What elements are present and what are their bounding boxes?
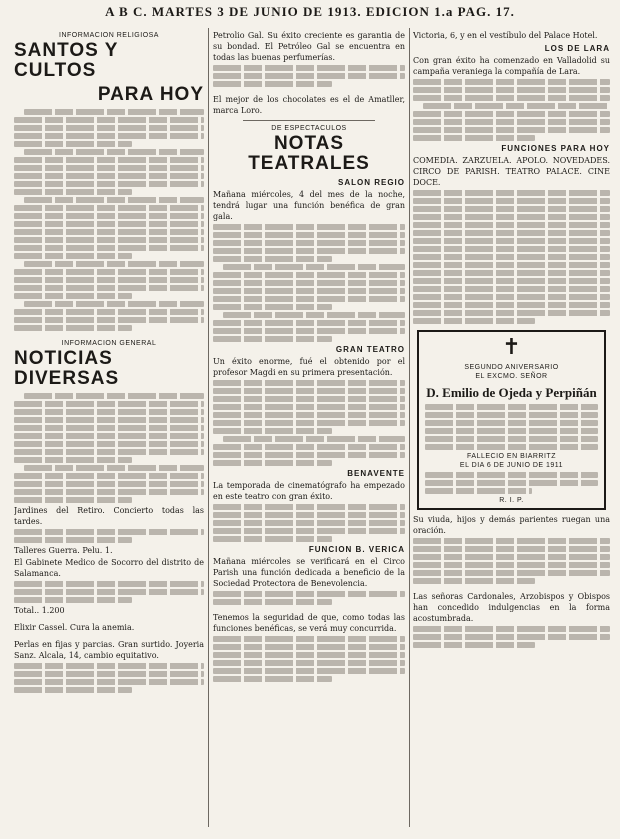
paragraph: COMEDIA. ZARZUELA. APOLO. NOVEDADES. CIRCO DE PARISH. TEATRO PALACE. CINE DOCE. <box>413 156 610 187</box>
text-line <box>413 87 610 93</box>
obituary-name: D. Emilio de Ojeda y Perpiñán <box>426 385 597 400</box>
text-line <box>213 452 405 458</box>
text-line <box>14 181 204 187</box>
column-middle <box>213 30 405 829</box>
paragraph: Petrolio Gal. Su éxito creciente es garantia de su bondad. El Petróleo Gal se encuentra en todas las buenas perfumerías. <box>213 31 405 62</box>
text-line <box>213 660 405 666</box>
text-line <box>14 449 204 455</box>
text-line <box>14 205 204 211</box>
column-rule <box>409 28 410 827</box>
text-line <box>14 409 204 415</box>
text-line <box>425 480 598 486</box>
text-line <box>14 229 204 235</box>
paragraph: El mejor de los chocolates es el de Amatller, marca Loro. <box>213 95 405 115</box>
text-line <box>14 529 204 535</box>
text-line <box>413 286 610 292</box>
text-line <box>14 165 204 171</box>
text-line <box>14 253 132 259</box>
text-line <box>213 336 332 342</box>
text-line <box>213 591 405 597</box>
text-line <box>14 125 204 131</box>
text-line <box>213 536 332 542</box>
section-headline: NOTAS TEATRALES <box>248 133 370 174</box>
text-line <box>413 127 610 133</box>
text-line <box>413 135 535 141</box>
column-rule <box>208 28 209 827</box>
text-line <box>14 679 204 685</box>
text-line <box>14 237 204 243</box>
text-line <box>14 325 132 331</box>
text-line <box>413 246 610 252</box>
text-line <box>14 133 204 139</box>
text-line <box>14 157 204 163</box>
column-left <box>14 30 204 829</box>
text-line <box>223 312 405 318</box>
text-line <box>413 214 610 220</box>
obituary-line: SEGUNDO ANIVERSARIO <box>464 364 559 371</box>
text-line <box>213 599 332 605</box>
text-line <box>413 206 610 212</box>
text-line <box>213 528 405 534</box>
subhead-funcion: FUNCION B. VERICA <box>308 545 405 554</box>
text-line <box>14 425 204 431</box>
text-line <box>413 562 610 568</box>
text-line <box>213 272 405 278</box>
text-line <box>425 444 598 450</box>
text-line <box>413 302 610 308</box>
text-line <box>14 309 204 315</box>
text-line <box>413 634 610 640</box>
paragraph: Tenemos la seguridad de que, como todas las funciones benéficas, se verá muy concurrida. <box>213 613 405 633</box>
page-header: A B C. MARTES 3 DE JUNIO DE 1913. EDICION 1.a PAG. 17. <box>105 4 515 19</box>
text-line <box>413 626 610 632</box>
text-line <box>14 497 132 503</box>
text-line <box>14 173 204 179</box>
text-line <box>14 663 204 669</box>
text-line <box>413 222 610 228</box>
text-line <box>213 328 405 334</box>
text-line <box>14 489 204 495</box>
text-line <box>14 293 132 299</box>
obituary-line: EL EXCMO. SEÑOR <box>475 373 548 380</box>
text-line <box>14 401 204 407</box>
text-line <box>413 198 610 204</box>
text-line <box>213 444 405 450</box>
text-line <box>213 404 405 410</box>
text-line <box>14 671 204 677</box>
text-line <box>213 520 405 526</box>
text-line <box>413 570 610 576</box>
text-line <box>413 270 610 276</box>
obituary-line: R. I. P. <box>499 497 524 504</box>
text-line <box>213 296 405 302</box>
text-line <box>213 280 405 286</box>
paragraph: Las señoras Cardonales, Arzobispos y Obispos han concedido indulgencias en la forma acostumbrada. <box>413 592 610 623</box>
paragraph: Con gran éxito ha comenzado en Valladolid su campaña veraniega la compañía de Lara. <box>413 56 610 76</box>
text-line <box>14 317 204 323</box>
text-line <box>213 256 332 262</box>
text-line <box>14 141 132 147</box>
text-line <box>213 644 405 650</box>
paragraph: El Gabinete Medico de Socorro del distrito de Salamanca. <box>14 558 204 578</box>
text-line <box>14 687 132 693</box>
text-line <box>413 554 610 560</box>
text-line <box>213 65 405 71</box>
text-line <box>14 189 132 195</box>
text-line <box>213 668 405 674</box>
text-line <box>213 504 405 510</box>
text-line <box>413 310 610 316</box>
text-line <box>213 288 405 294</box>
text-line <box>425 412 598 418</box>
text-line <box>213 248 405 254</box>
text-line <box>213 420 405 426</box>
text-line <box>413 642 535 648</box>
column-right <box>413 30 610 829</box>
text-line <box>223 436 405 442</box>
text-line <box>425 404 598 410</box>
obituary-box <box>417 330 606 510</box>
text-line <box>413 538 610 544</box>
section-headline: SANTOS Y CULTOS <box>14 40 119 81</box>
text-line <box>14 117 204 123</box>
subhead-benavente: BENAVENTE <box>347 469 405 478</box>
paragraph: Talleres Guerra. Pelu. 1. <box>14 546 113 555</box>
text-line <box>24 197 204 203</box>
paragraph: Su viuda, hijos y demás parientes ruegan una oración. <box>413 515 610 535</box>
text-line <box>14 537 132 543</box>
section-headline-line2: PARA HOY <box>97 84 204 105</box>
text-line <box>14 597 132 603</box>
text-line <box>413 119 610 125</box>
text-line <box>413 318 535 324</box>
text-line <box>413 95 610 101</box>
text-line <box>413 294 610 300</box>
text-line <box>425 420 598 426</box>
text-line <box>24 109 204 115</box>
text-line <box>413 79 610 85</box>
text-line <box>213 320 405 326</box>
text-line <box>14 285 204 291</box>
text-line <box>14 589 204 595</box>
text-line <box>213 73 405 79</box>
section-kicker: INFORMACION GENERAL <box>61 340 157 347</box>
paragraph: La temporada de cinematógrafo ha empezado en este teatro con gran éxito. <box>213 481 405 501</box>
text-line <box>213 428 332 434</box>
text-line <box>213 636 405 642</box>
text-line <box>24 465 204 471</box>
section-kicker: DE ESPECTACULOS <box>271 125 347 132</box>
subhead-lara: LOS DE LARA <box>544 44 610 53</box>
text-line <box>425 472 598 478</box>
text-line <box>213 512 405 518</box>
text-line <box>413 230 610 236</box>
text-line <box>24 301 204 307</box>
subhead-salon-regio: SALON REGIO <box>337 178 405 187</box>
text-line <box>425 428 598 434</box>
paragraph: Perlas en fijas y parcias. Gran surtido. Joyeria Sanz. Alcala, 14, cambio equitativo. <box>14 640 204 660</box>
text-line <box>213 81 332 87</box>
text-line <box>14 269 204 275</box>
paragraph: Mañana miércoles, 4 del mes de la noche, tendrá lugar una función benéfica de gran gala. <box>213 190 405 221</box>
text-line <box>413 254 610 260</box>
paragraph: Un éxito enorme, fué el obtenido por el profesor Magdi en su primera presentación. <box>213 357 405 377</box>
text-line <box>423 103 610 109</box>
text-line <box>14 417 204 423</box>
text-line <box>413 278 610 284</box>
text-line <box>14 245 204 251</box>
paragraph: Total.. 1.200 <box>14 606 65 615</box>
obituary-line: EL DIA 6 DE JUNIO DE 1911 <box>459 462 564 469</box>
text-line <box>24 393 204 399</box>
text-line <box>213 304 332 310</box>
text-line <box>213 396 405 402</box>
section-headline: NOTICIAS DIVERSAS <box>14 348 120 389</box>
text-line <box>425 488 532 494</box>
text-line <box>14 221 204 227</box>
paragraph: Jardines del Retiro. Concierto todas las tardes. <box>14 506 204 526</box>
text-line <box>425 436 598 442</box>
text-line <box>223 264 405 270</box>
text-line <box>14 581 204 587</box>
text-line <box>213 652 405 658</box>
text-line <box>213 412 405 418</box>
obituary-line: FALLECIO EN BIARRITZ <box>467 453 556 460</box>
text-line <box>413 238 610 244</box>
text-line <box>213 224 405 230</box>
text-line <box>213 676 332 682</box>
divider <box>243 120 375 121</box>
text-line <box>213 232 405 238</box>
text-line <box>14 213 204 219</box>
cross-icon: ✝ <box>502 335 521 360</box>
subhead-gran-teatro: GRAN TEATRO <box>335 345 405 354</box>
section-kicker: INFORMACION RELIGIOSA <box>59 32 159 39</box>
text-line <box>14 433 204 439</box>
text-line <box>213 460 332 466</box>
paragraph: Mañana miércoles se verificará en el Circo Parish una función dedicada a beneficio de la Sociedad Protectora de Benevolencia. <box>213 557 405 588</box>
text-line <box>213 380 405 386</box>
text-line <box>24 149 204 155</box>
text-line <box>24 261 204 267</box>
text-line <box>14 277 204 283</box>
text-line <box>213 240 405 246</box>
text-line <box>213 388 405 394</box>
text-line <box>413 262 610 268</box>
text-line <box>413 190 610 196</box>
text-line <box>14 481 204 487</box>
text-line <box>413 546 610 552</box>
text-line <box>14 473 204 479</box>
text-line <box>14 441 204 447</box>
subhead-funciones: FUNCIONES PARA HOY <box>501 144 610 153</box>
paragraph: Victoria, 6, y en el vestíbulo del Palace Hotel. <box>413 31 598 40</box>
text-line <box>14 457 132 463</box>
paragraph: Elixir Cassel. Cura la anemia. <box>14 623 135 632</box>
text-line <box>413 111 610 117</box>
text-line <box>413 578 535 584</box>
